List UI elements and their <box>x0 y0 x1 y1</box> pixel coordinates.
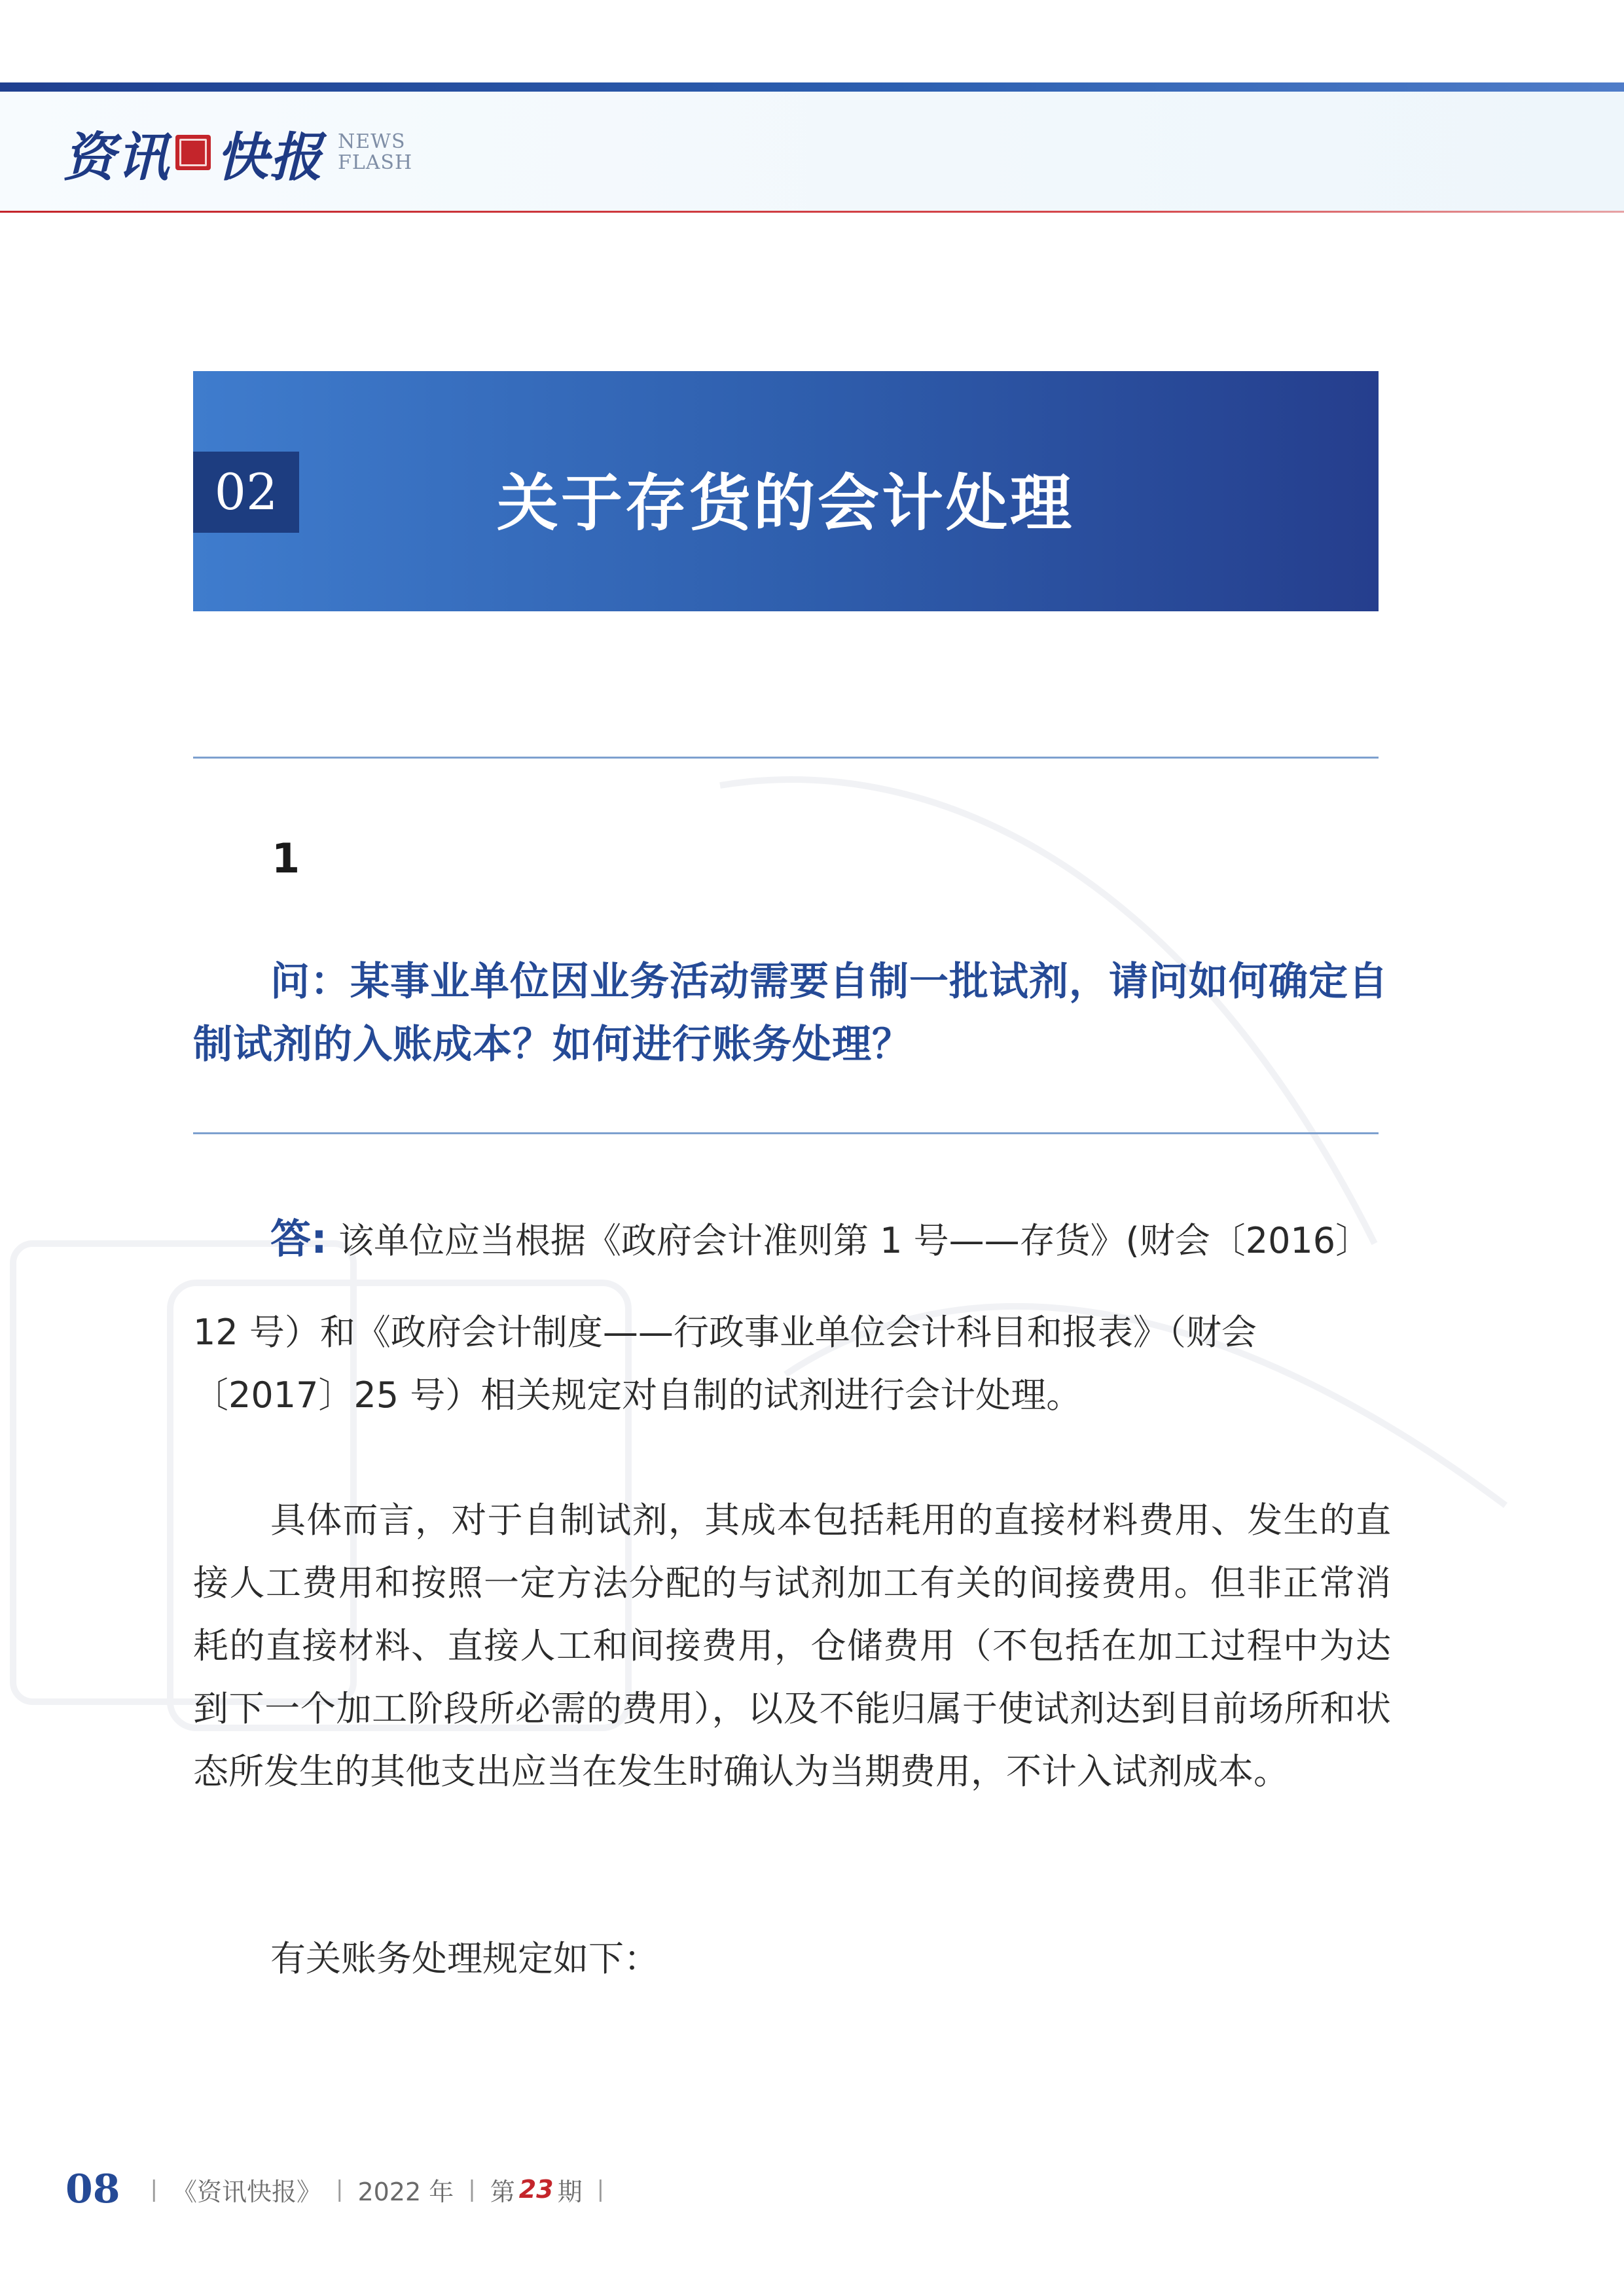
detail-paragraph: 具体而言，对于自制试剂，其成本包括耗用的直接材料费用、发生的直接人工费用和按照一定方法分配的与试剂加工有关的间接费用。但非正常消耗的直接材料、直接人工和间接费用，仓储费用（不包括在加工过程中为达到下一个加工阶段所必需的费用），以及不能归属于使试剂达到目前场所和状态所发生的其他支出应当在发生时确认为当期费用，不计入试剂成本。 <box>193 1499 1391 1792</box>
footer-separator: | <box>335 2176 344 2202</box>
closing-paragraph: 有关账务处理规定如下： <box>270 1938 659 1979</box>
masthead-logo <box>63 117 412 188</box>
footer-issue-number: 23 <box>518 2175 554 2204</box>
divider-bottom <box>193 1132 1379 1134</box>
footer-year: 2022 年 <box>357 2177 454 2206</box>
page-footer <box>65 2160 619 2219</box>
divider-top <box>193 757 1379 759</box>
answer-first-line <box>193 1208 1391 1272</box>
seal-icon <box>175 135 211 170</box>
section-number: 02 <box>193 452 299 533</box>
footer-separator: | <box>596 2176 605 2202</box>
footer-publication: 《资讯快报》 <box>171 2177 321 2206</box>
header-divider <box>0 211 1624 213</box>
section-title: 关于存货的会计处理 <box>496 468 1074 539</box>
answer-continuation: 12 号）和《政府会计制度——行政事业单位会计科目和报表》（财会〔2017〕25 号）相关规定对自制的试剂进行会计处理。 <box>193 1312 1257 1416</box>
answer-label: 答: <box>270 1215 327 1263</box>
footer-issue-prefix: 第 <box>490 2177 515 2206</box>
footer-separator: | <box>150 2176 158 2202</box>
header-top-rule <box>0 82 1624 92</box>
footer-separator: | <box>468 2176 476 2202</box>
masthead-subtitle-line1: NEWS <box>338 130 406 153</box>
answer-first-text: 该单位应当根据《政府会计准则第 1 号——存货》(财会〔2016〕 <box>338 1220 1371 1261</box>
question-number: 1 <box>272 834 300 882</box>
masthead-subtitle <box>338 132 412 173</box>
masthead-subtitle-line2: FLASH <box>338 151 413 174</box>
question-text: 问：某事业单位因业务活动需要自制一批试剂，请问如何确定自制试剂的入账成本？如何进行账务处理？ <box>193 959 1388 1067</box>
masthead-title-part1: 资讯 <box>63 126 170 188</box>
masthead-title-part2: 快报 <box>216 126 323 188</box>
footer-issue-suffix: 期 <box>557 2177 583 2206</box>
footer-page-number: 08 <box>65 2166 120 2212</box>
